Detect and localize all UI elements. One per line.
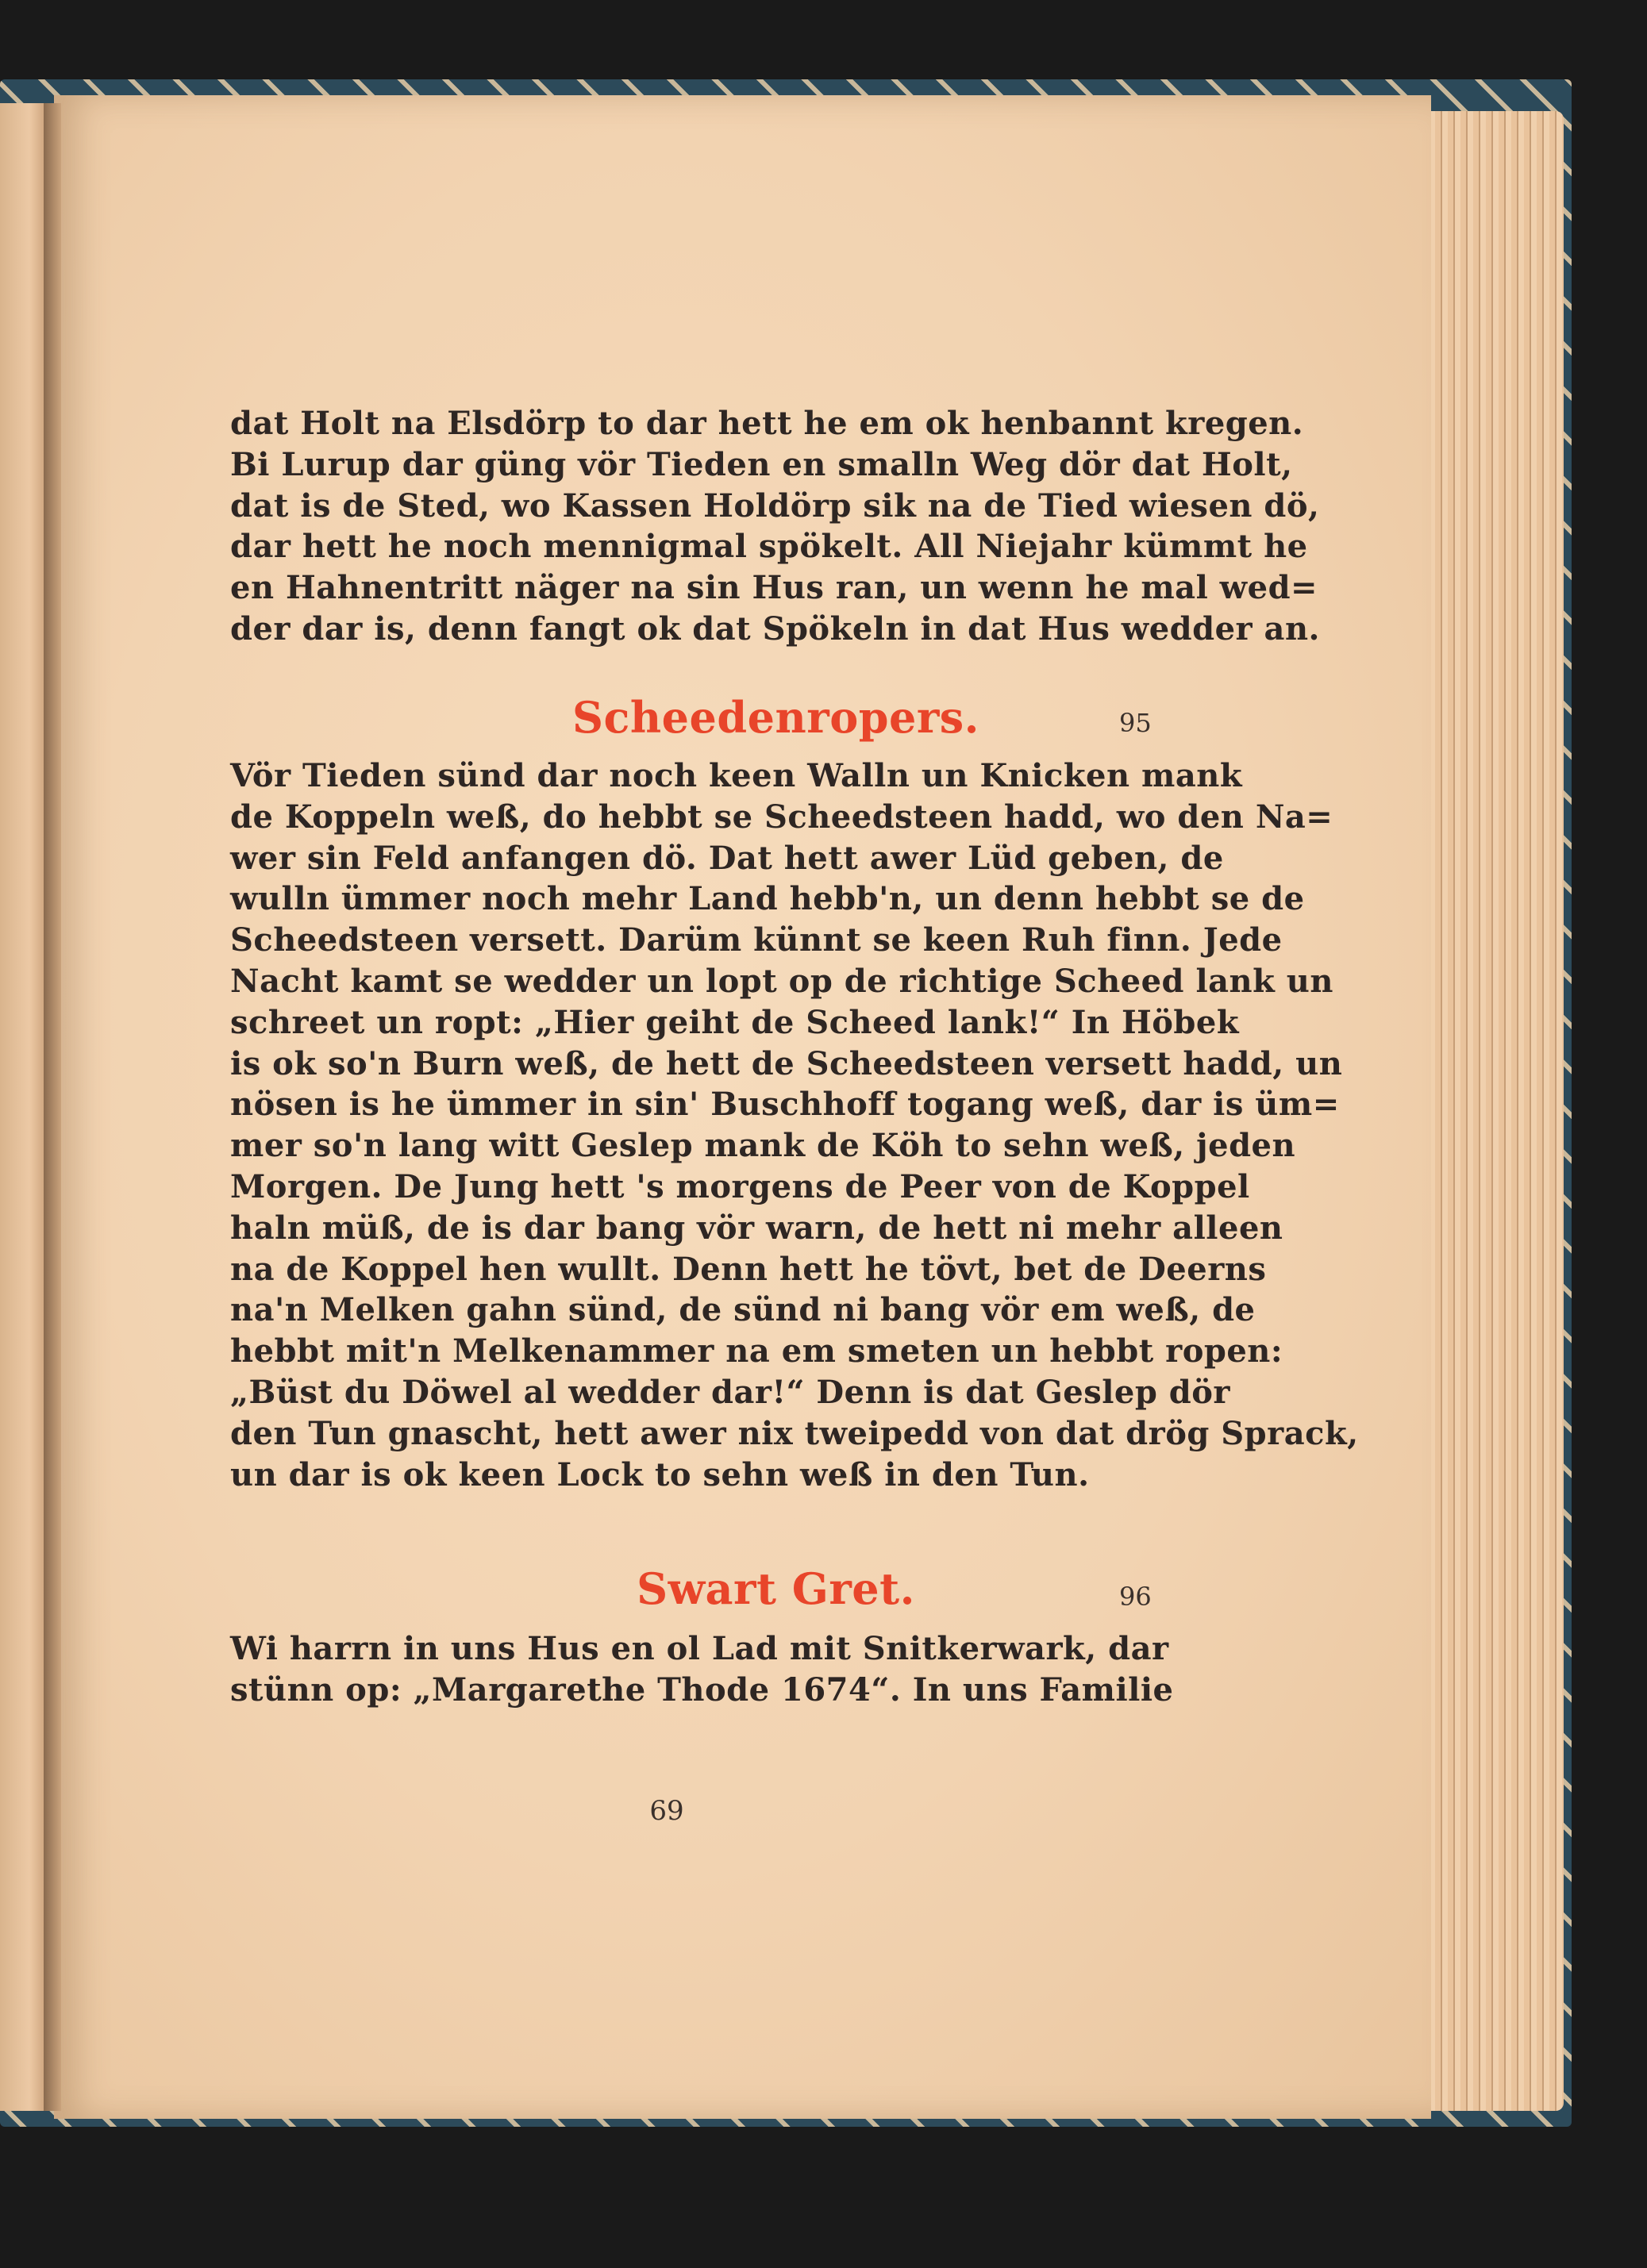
text-line: dat Holt na Elsdörp to dar hett he em ok henbannt kregen. bbox=[230, 405, 1304, 442]
text-line: dat is de Sted, wo Kassen Holdörp sik na de Tied wiesen dö, bbox=[230, 486, 1320, 525]
text-line: schreet un ropt: „Hier geiht de Scheed lank!“ In Höbek bbox=[230, 1003, 1240, 1041]
text-line: Wi harrn in uns Hus en ol Lad mit Snitkerwark, dar bbox=[230, 1630, 1169, 1667]
text-line: wulln ümmer noch mehr Land hebb'n, un denn hebbt se de bbox=[230, 880, 1305, 918]
text-line: haln müß, de is dar bang vör warn, de hett ni mehr alleen bbox=[230, 1209, 1283, 1247]
paragraph-scheedenropers bbox=[230, 755, 1359, 1495]
book-gutter bbox=[44, 103, 61, 2111]
text-line: „Büst du Döwel al wedder dar!“ Denn is dat Geslep dör bbox=[230, 1373, 1230, 1411]
text-line: is ok so'n Burn weß, de hett de Scheedsteen versett hadd, un bbox=[230, 1044, 1343, 1082]
section-heading-scheedenropers: Scheedenropers. bbox=[572, 692, 979, 743]
text-line: Nacht kamt se wedder un lopt op de richtige Scheed lank un bbox=[230, 962, 1333, 1000]
story-number-95: 95 bbox=[1119, 708, 1152, 738]
text-line: na de Koppel hen wullt. Denn hett he tövt, bet de Deerns bbox=[230, 1250, 1267, 1288]
text-line: stünn op: „Margarethe Thode 1674“. In uns Familie bbox=[230, 1670, 1174, 1709]
text-line: dar hett he noch mennigmal spökelt. All Niejahr kümmt he bbox=[230, 528, 1308, 566]
section-heading-swart-gret: Swart Gret. bbox=[637, 1563, 915, 1614]
text-line: Vör Tieden sünd dar noch keen Walln un Knicken mank bbox=[230, 757, 1243, 794]
text-line: Morgen. De Jung hett 's morgens de Peer von de Koppel bbox=[230, 1167, 1250, 1205]
left-page-edge bbox=[0, 103, 49, 2111]
paragraph-holt bbox=[230, 403, 1320, 650]
text-line: de Koppeln weß, do hebbt se Scheedsteen hadd, wo den Na= bbox=[230, 798, 1333, 836]
story-number-96: 96 bbox=[1119, 1582, 1152, 1612]
text-line: wer sin Feld anfangen dö. Dat hett awer Lüd geben, de bbox=[230, 839, 1224, 877]
text-line: der dar is, denn fangt ok dat Spökeln in dat Hus wedder an. bbox=[230, 609, 1320, 648]
page-number: 69 bbox=[649, 1795, 684, 1827]
text-line: hebbt mit'n Melkenammer na em smeten un hebbt ropen: bbox=[230, 1332, 1283, 1370]
paragraph-swart-gret bbox=[230, 1628, 1174, 1711]
text-line: na'n Melken gahn sünd, de sünd ni bang vör em weß, de bbox=[230, 1291, 1256, 1329]
text-line: Scheedsteen versett. Darüm künnt se keen Ruh finn. Jede bbox=[230, 921, 1283, 959]
text-line: en Hahnentritt näger na sin Hus ran, un wenn he mal wed= bbox=[230, 569, 1318, 607]
text-line: mer so'n lang witt Geslep mank de Köh to sehn weß, jeden bbox=[230, 1127, 1296, 1165]
text-line: Bi Lurup dar güng vör Tieden en smalln Weg dör dat Holt, bbox=[230, 445, 1293, 483]
text-line: nösen is he ümmer in sin' Buschhoff togang weß, dar is üm= bbox=[230, 1086, 1340, 1124]
text-line: den Tun gnascht, hett awer nix tweipedd von dat drög Sprack, bbox=[230, 1414, 1359, 1452]
text-line: un dar is ok keen Lock to sehn weß in den Tun. bbox=[230, 1455, 1090, 1493]
